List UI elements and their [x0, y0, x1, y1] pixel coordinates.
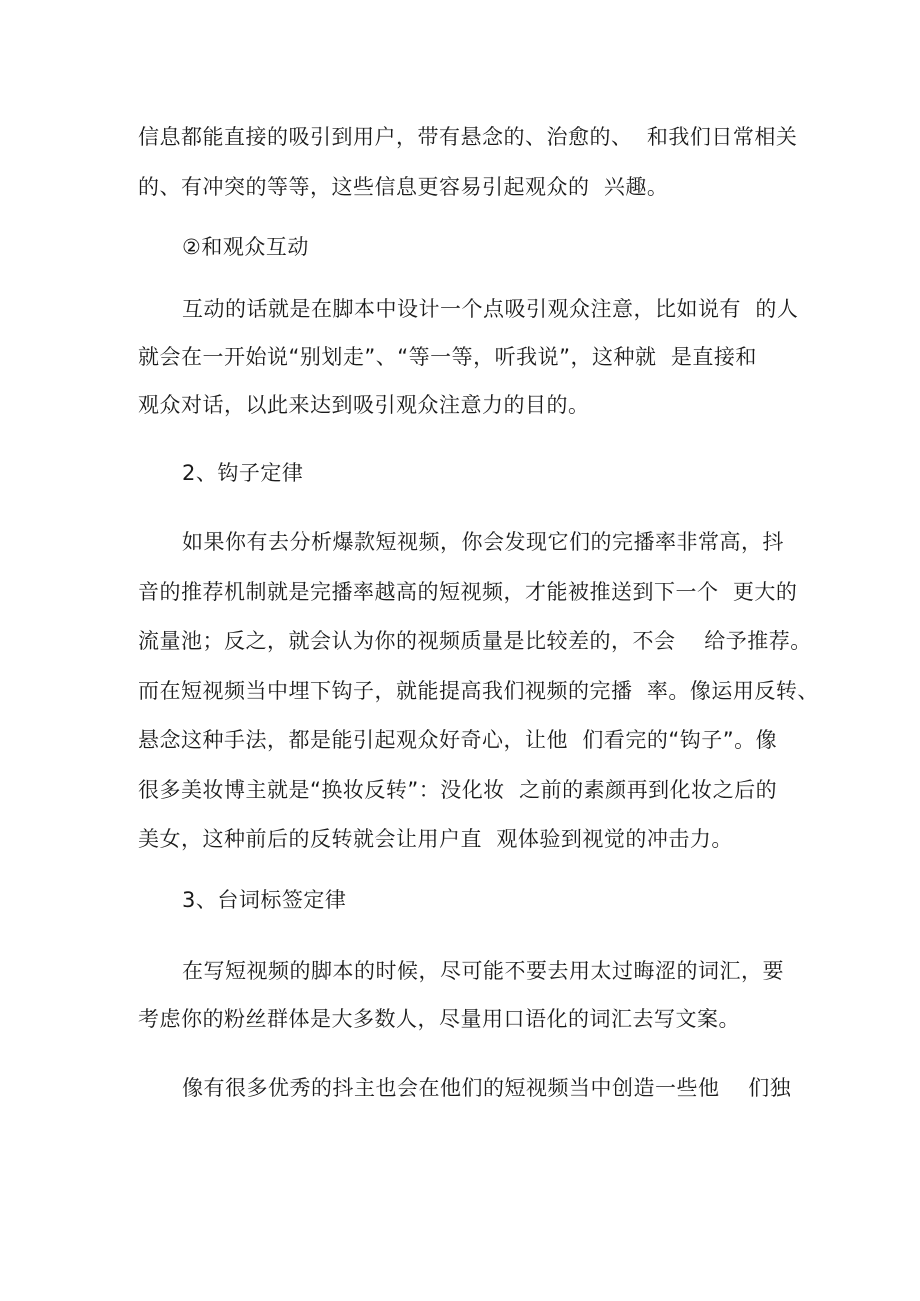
paragraph-3-line-6: 很多美妆博主就是“换妆反转”：没化妆 之前的素颜再到化妆之后的	[138, 778, 778, 802]
paragraph-4-line-1: 在写短视频的脚本的时候，尽可能不要去用太过晦涩的词汇，要	[182, 959, 784, 983]
paragraph-3-line-4: 而在短视频当中埋下钩子，就能提高我们视频的完播 率。像运用反转、	[138, 679, 819, 703]
paragraph-5-line-1: 像有很多优秀的抖主也会在他们的短视频当中创造一些他 们独	[182, 1076, 792, 1100]
paragraph-3-line-2: 音的推荐机制就是完播率越高的短视频，才能被推送到下一个 更大的	[138, 580, 798, 604]
section-heading-interaction: ②和观众互动	[182, 235, 309, 259]
paragraph-2-line-2: 就会在一开始说“别划走”、“等一等，听我说”，这种就 是直接和	[138, 345, 757, 369]
paragraph-2-line-1: 互动的话就是在脚本中设计一个点吸引观众注意，比如说有 的人	[182, 297, 799, 321]
paragraph-2-line-3: 观众对话，以此来达到吸引观众注意力的目的。	[138, 393, 590, 417]
paragraph-1-line-2: 的、有冲突的等等，这些信息更容易引起观众的 兴趣。	[138, 175, 669, 199]
paragraph-3-line-5: 悬念这种手法，都是能引起观众好奇心，让他 们看完的“钩子”。像	[138, 728, 778, 752]
section-heading-hook-law: 2、钩子定律	[182, 461, 304, 485]
paragraph-4-line-2: 考虑你的粉丝群体是大多数人，尽量用口语化的词汇去写文案。	[138, 1007, 740, 1031]
paragraph-1-line-1: 信息都能直接的吸引到用户，带有悬念的、治愈的、 和我们日常相关	[138, 125, 798, 149]
paragraph-3-line-1: 如果你有去分析爆款短视频，你会发现它们的完播率非常高，抖	[182, 530, 784, 554]
paragraph-3-line-7: 美女，这种前后的反转就会让用户直 观体验到视觉的冲击力。	[138, 827, 733, 851]
paragraph-3-line-3: 流量池；反之，就会认为你的视频质量是比较差的，不会 给予推荐。	[138, 629, 812, 653]
section-heading-line-tag-law: 3、台词标签定律	[182, 888, 347, 912]
